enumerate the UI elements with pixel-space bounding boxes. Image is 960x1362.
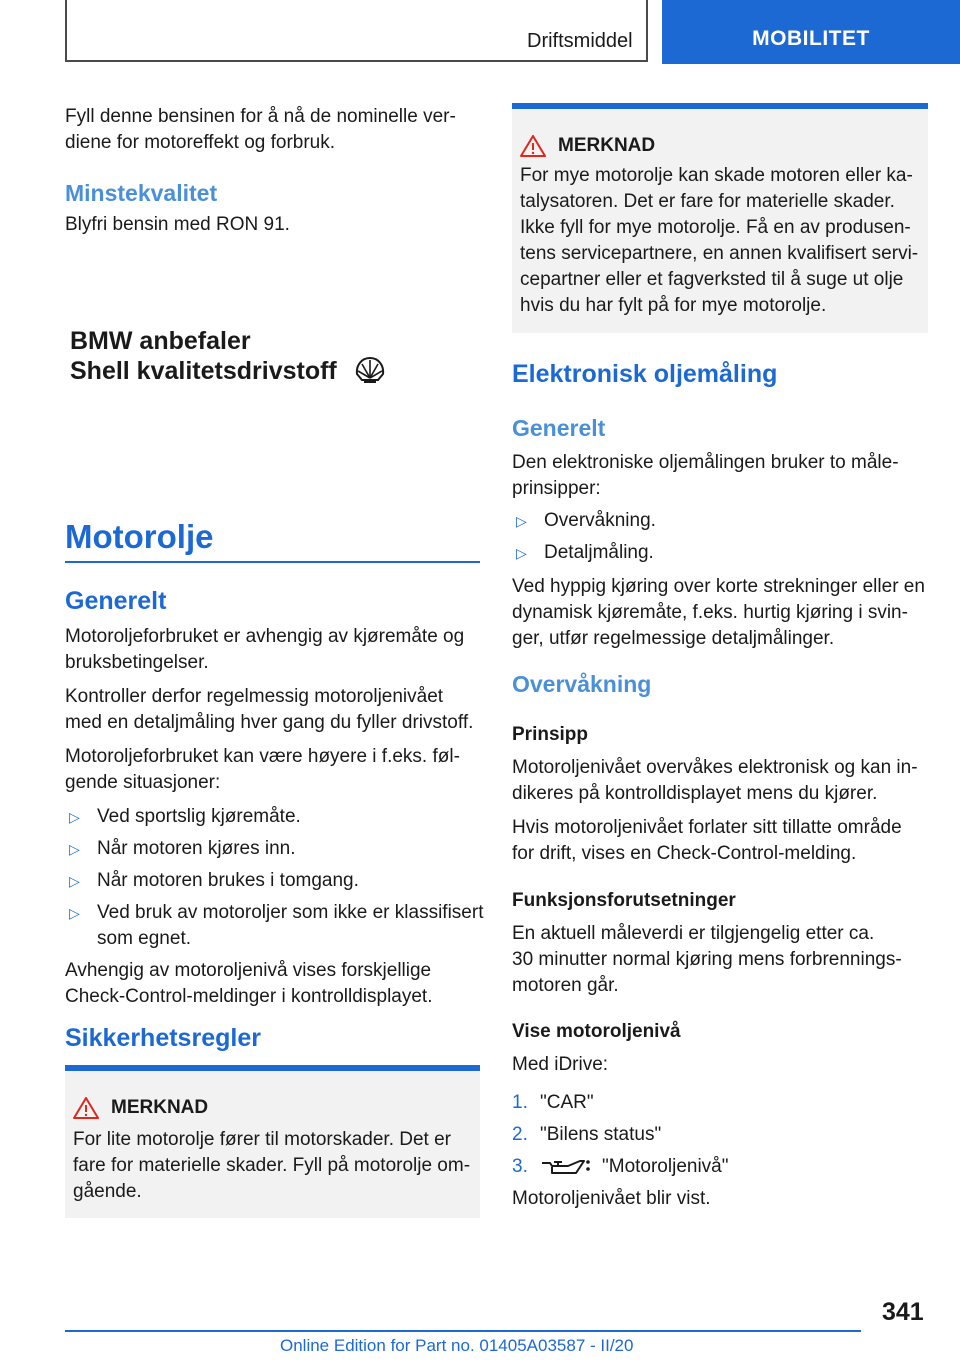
- footer-edition: Online Edition for Part no. 01405A03587 - II/20: [280, 1336, 634, 1355]
- page-number: 341: [882, 1298, 924, 1326]
- sikkerhet-heading: Sikkerhetsregler: [65, 1024, 261, 1052]
- warning-icon: [73, 1097, 99, 1119]
- note-title: MERKNAD: [73, 1097, 472, 1119]
- note-text: For mye motorolje kan skade motoren eller ka- talysatoren. Det er fare for materielle skader. Ikke fyll for mye motorolje. Få en av produsen- tens servicepartnere, en annen kvalifisert servi- cepartner eller et fagverksted til å suge ut olje hvis du har fylt på for mye motorolje.: [520, 165, 919, 316]
- overvakning-heading: Overvåkning: [512, 671, 652, 697]
- chapter-tab[interactable]: MOBILITET: [662, 0, 960, 64]
- list-item: ▷ Når motoren brukes i tomgang.: [69, 870, 359, 891]
- list-item: ▷ Ved bruk av motoroljer som ikke er klassifisert som egnet.: [69, 902, 484, 949]
- min-quality-heading: Minstekvalitet: [65, 180, 218, 206]
- note-text: For lite motorolje fører til motorskader. Det er fare for materielle skader. Fyll på motorolje om- gående.: [73, 1129, 471, 1202]
- funksjon-body: En aktuell måleverdi er tilgjengelig etter ca. 30 minutter normal kjøring mens forbrennings- motoren går.: [512, 923, 902, 996]
- motorolje-title: Motorolje: [65, 518, 214, 555]
- note-box-right: [512, 103, 928, 333]
- warning-icon: [520, 135, 546, 157]
- principle-list: [512, 508, 928, 566]
- funksjon-heading: Funksjonsforutsetninger: [512, 890, 736, 911]
- generelt-body-right: Den elektroniske oljemålingen bruker to måle- prinsipper: ▷ Overvåkning. ▷ Detaljmåling. Ved hyppig kjøring over korte strekninger eller en dynamisk kjøremåte, f.eks. hurtig kjøring i svin- ger, utfør regelmessige detaljmålinger.: [512, 450, 928, 652]
- footer-rule: [65, 1330, 861, 1332]
- list-item: ▷ Ved sportslig kjøremåte.: [69, 806, 301, 827]
- vise-heading: Vise motoroljenivå: [512, 1021, 681, 1042]
- note-title: MERKNAD: [520, 135, 920, 157]
- list-item: ▷ Overvåkning.: [516, 510, 656, 531]
- situation-list: [65, 804, 485, 952]
- shell-icon: [353, 356, 387, 386]
- section-title: Driftsmiddel: [527, 30, 633, 52]
- steps-list: [512, 1090, 928, 1180]
- min-quality-text: Blyfri bensin med RON 91.: [65, 214, 290, 235]
- list-item: ▷ Detaljmåling.: [516, 542, 654, 563]
- list-item: ▷ Når motoren kjøres inn.: [69, 838, 296, 859]
- generelt-heading-right: Generelt: [512, 415, 606, 441]
- step-item[interactable]: 1. "CAR": [512, 1092, 594, 1113]
- elektronisk-heading: Elektronisk oljemåling: [512, 360, 778, 388]
- intro-text: Fyll denne bensinen for å nå de nominelle ver- diene for motoreffekt og forbruk.: [65, 106, 456, 153]
- vise-body: Med iDrive: 1. "CAR" 2. "Bilens status" 3. "Motoroljenivå" Motoroljenivået blir vist.: [512, 1052, 928, 1212]
- shell-recommendation: BMW anbefaler Shell kvalitetsdrivstoff: [70, 326, 387, 386]
- prinsipp-heading: Prinsipp: [512, 724, 589, 745]
- step-item[interactable]: 3. "Motoroljenivå": [512, 1156, 729, 1177]
- prinsipp-body: Motoroljenivået overvåkes elektronisk og kan in- dikeres på kontrolldisplayet mens du kjører. Hvis motoroljenivået forlater sitt tillatte område for drift, vises en Check-Control-melding.: [512, 757, 918, 864]
- note-box-left: [65, 1065, 480, 1218]
- generelt-heading-left: Generelt: [65, 587, 167, 615]
- oil-can-icon: [540, 1157, 592, 1177]
- generelt-body-left: Motoroljeforbruket er avhengig av kjøremåte og bruksbetingelser. Kontroller derfor regelmessig motoroljenivået med en detaljmåling hver gang du fyller drivstoff. Motoroljeforbruket kan være høyere i f.eks. føl- gende situasjoner: ▷ Ved sportslig kjøremåte. ▷ Når motoren kjøres inn. ▷ Når motoren brukes i tomgang. ▷ Ved bruk av motoroljer som ikke er klassifisert som egnet. Avhengig av motoroljenivå vises forskjellige Check-Control-meldinger i kontrolldisplayet.: [65, 626, 484, 1007]
- step-item[interactable]: 2. "Bilens status": [512, 1124, 662, 1145]
- title-underline: [65, 561, 480, 563]
